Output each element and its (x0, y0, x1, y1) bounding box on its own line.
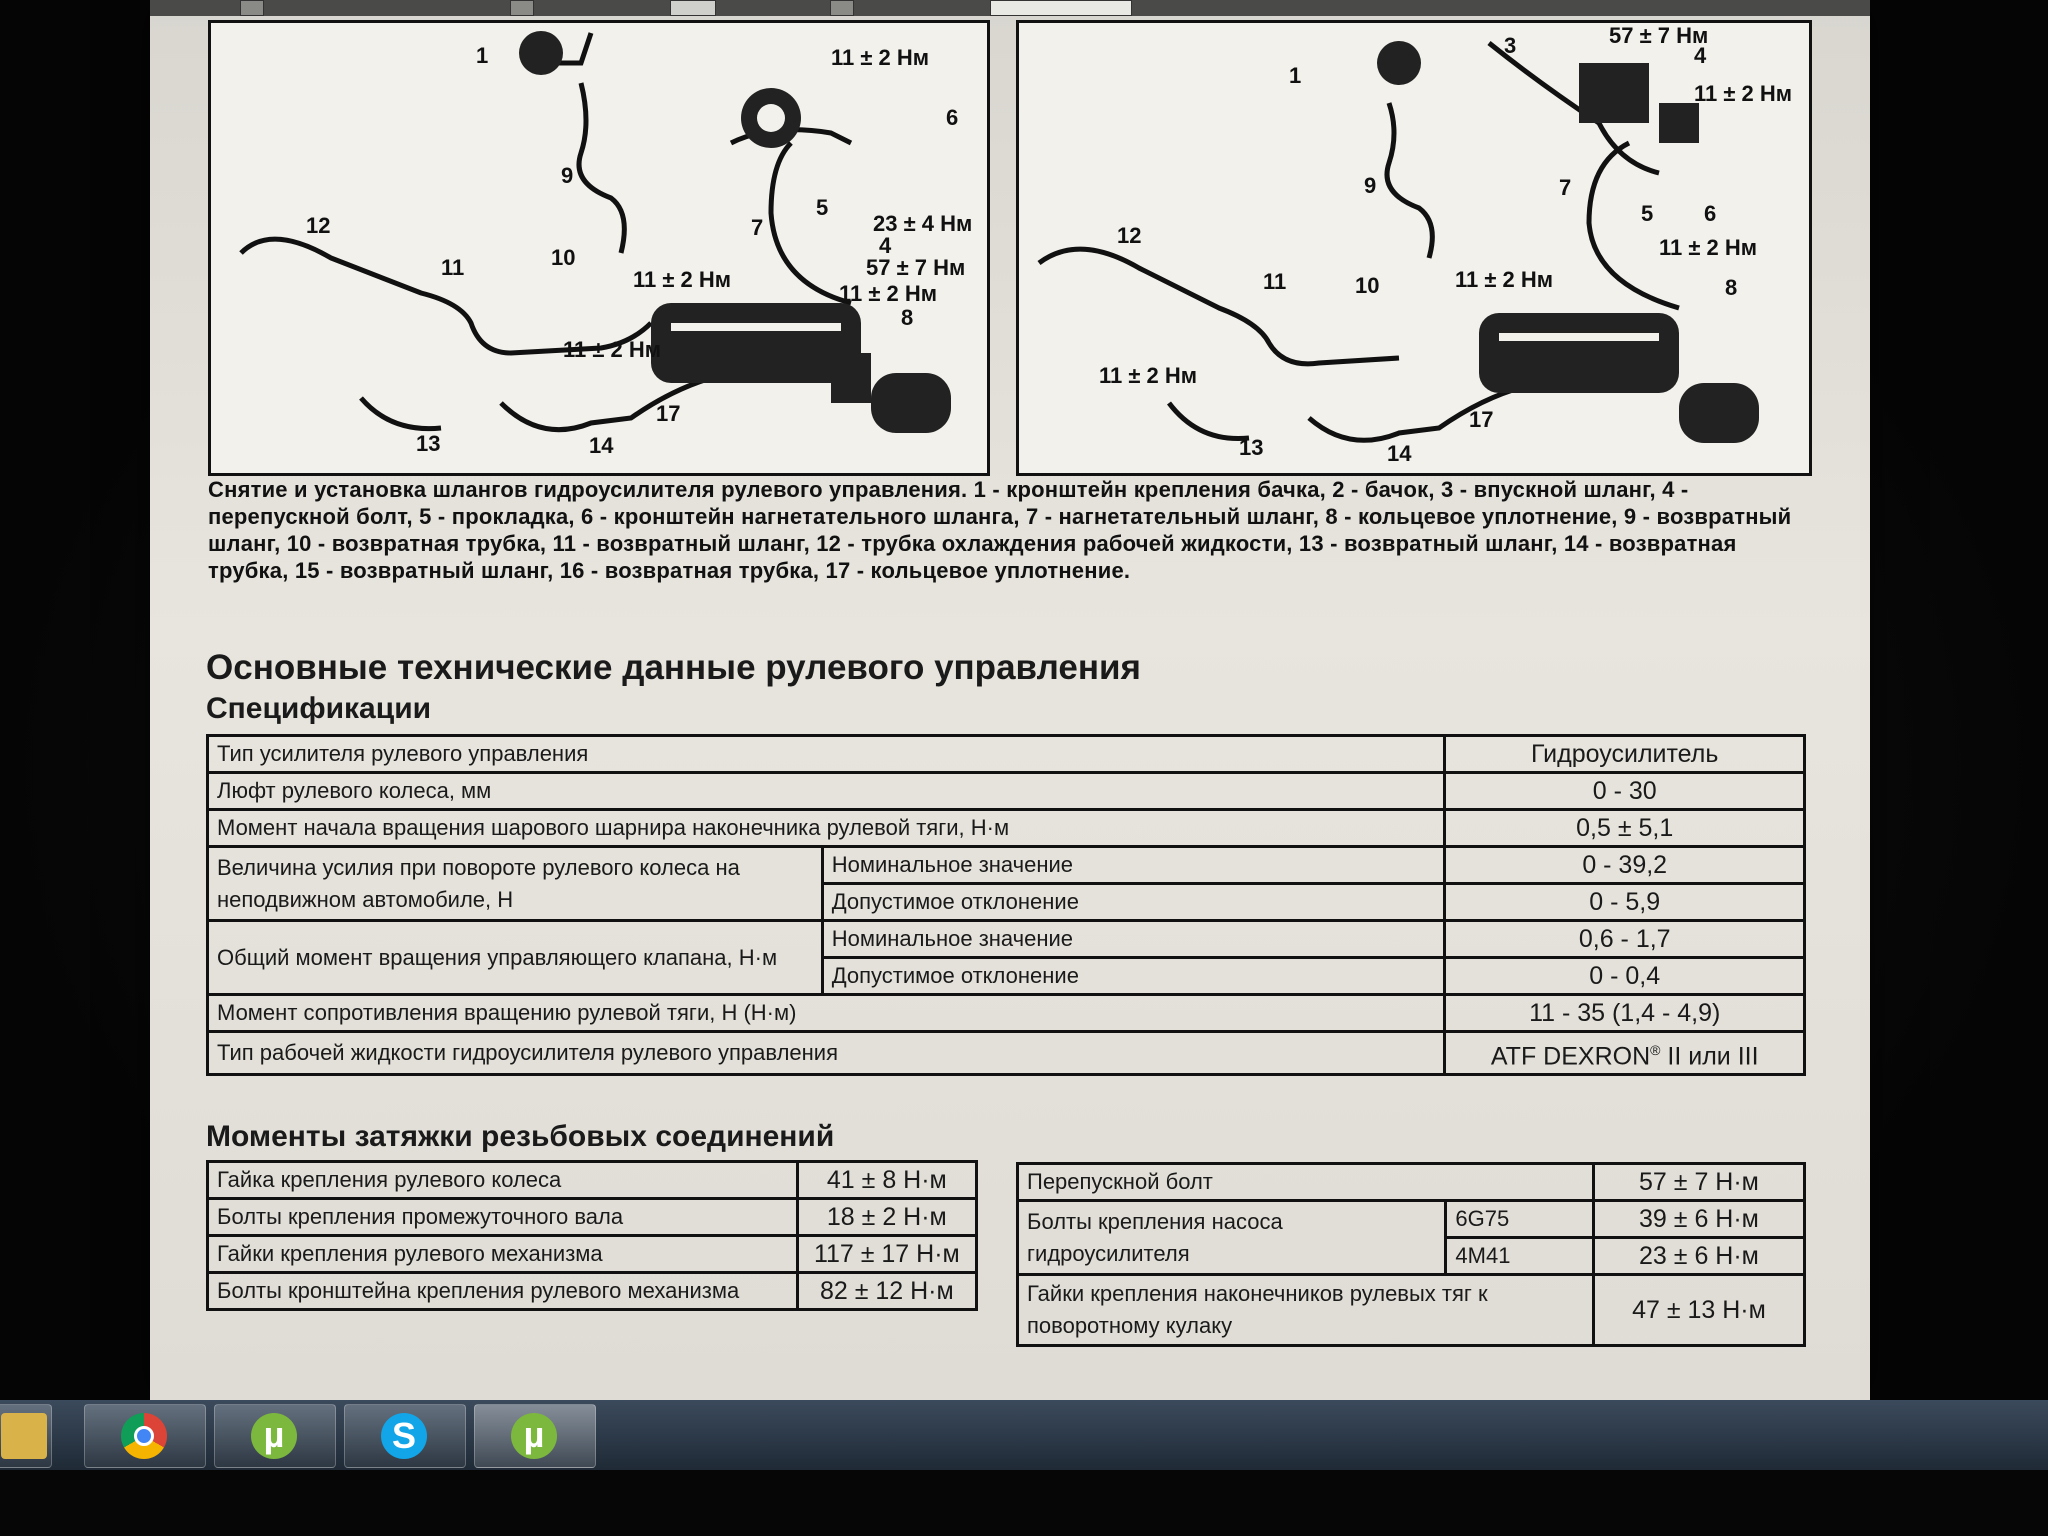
table-row (208, 1199, 977, 1236)
callout: 17 (1469, 407, 1494, 432)
engine-code: 4M41 (1446, 1238, 1594, 1275)
callout: 12 (306, 213, 331, 238)
taskbar-button-utorrent[interactable] (214, 1404, 336, 1468)
table-row (1018, 1201, 1805, 1238)
callout: 3 (1504, 33, 1517, 58)
toolbar-button[interactable] (510, 0, 534, 16)
callout: 23 ± 4 Нм (873, 211, 973, 236)
spec-value (1445, 1032, 1805, 1075)
spec-label: Тип рабочей жидкости гидроусилителя рулевого управления (208, 1032, 1445, 1075)
spec-value: Гидроусилитель (1445, 736, 1805, 773)
callout: 7 (1559, 175, 1572, 200)
callout: 11 ± 2 Нм (839, 281, 938, 306)
chrome-icon-center (134, 1426, 154, 1446)
callout: 11 ± 2 Нм (831, 45, 930, 70)
callout: 10 (551, 245, 576, 270)
diagram-right (1016, 20, 1812, 476)
torque-label: Болты кронштейна крепления рулевого механизма (208, 1273, 798, 1310)
hose-diagram-drawing (211, 23, 987, 473)
spec-label: Момент сопротивления вращению рулевой тяги, Н (Н·м) (208, 995, 1445, 1032)
callout: 1 (476, 43, 489, 68)
table-row (208, 1162, 977, 1199)
callout: 17 (656, 401, 681, 426)
callout: 12 (1117, 223, 1142, 248)
torque-value: 23 ± 6 Н·м (1593, 1238, 1804, 1275)
spec-sublabel: Допустимое отклонение (822, 884, 1445, 921)
callout: 7 (751, 215, 764, 240)
callout: 57 ± 7 Нм (1609, 23, 1709, 48)
engine-code: 6G75 (1446, 1201, 1594, 1238)
callout: 6 (946, 105, 959, 130)
torque-value: 18 ± 2 Н·м (797, 1199, 976, 1236)
toolbar-button[interactable] (830, 0, 854, 16)
torque-label: Гайки крепления рулевого механизма (208, 1236, 798, 1273)
callout: 4 (879, 233, 892, 258)
callout: 6 (1704, 201, 1717, 226)
diagram-left (208, 20, 990, 476)
spec-value: 11 - 35 (1,4 - 4,9) (1445, 995, 1805, 1032)
callout: 11 ± 2 Нм (563, 337, 662, 362)
spec-label: Момент начала вращения шарового шарнира наконечника рулевой тяги, Н·м (208, 810, 1445, 847)
taskbar-button-explorer[interactable] (0, 1404, 52, 1468)
table-row (208, 847, 1805, 884)
subsection-heading: Спецификации (206, 692, 432, 725)
utorrent-icon: µ (511, 1413, 557, 1459)
torque-value: 41 ± 8 Н·м (797, 1162, 976, 1199)
spec-label: Общий момент вращения управляющего клапана, Н·м (208, 921, 823, 995)
skype-icon: S (381, 1413, 427, 1459)
callout: 11 (1263, 269, 1287, 294)
spec-value: 0,5 ± 5,1 (1445, 810, 1805, 847)
callout: 11 ± 2 Нм (1694, 81, 1793, 106)
viewer-toolbar (150, 0, 1870, 16)
callout: 14 (1387, 441, 1412, 466)
spec-value: 0,6 - 1,7 (1445, 921, 1805, 958)
spec-sublabel: Допустимое отклонение (822, 958, 1445, 995)
callout: 5 (816, 195, 829, 220)
specifications-table (206, 734, 1806, 1076)
spec-value: 0 - 5,9 (1445, 884, 1805, 921)
callout: 11 ± 2 Нм (1455, 267, 1554, 292)
spec-label: Величина усилия при повороте рулевого колеса на неподвижном автомобиле, Н (208, 847, 823, 921)
taskbar-button-chrome[interactable] (84, 1404, 206, 1468)
torque-value: 47 ± 13 Н·м (1593, 1275, 1804, 1346)
spec-value: 0 - 39,2 (1445, 847, 1805, 884)
callout: 5 (1641, 201, 1654, 226)
taskbar-button-skype[interactable] (344, 1404, 466, 1468)
torque-label: Перепускной болт (1018, 1164, 1594, 1201)
callout: 11 ± 2 Нм (633, 267, 732, 292)
spec-sublabel: Номинальное значение (822, 921, 1445, 958)
torque-table-right (1016, 1162, 1806, 1347)
table-row (208, 1032, 1805, 1075)
callout: 8 (1725, 275, 1738, 300)
toolbar-button[interactable] (240, 0, 264, 16)
callout: 9 (1364, 173, 1377, 198)
table-row (208, 921, 1805, 958)
taskbar (0, 1400, 2048, 1470)
torque-value: 39 ± 6 Н·м (1593, 1201, 1804, 1238)
table-row (1018, 1275, 1805, 1346)
table-row (208, 1273, 977, 1310)
table-row (208, 1236, 977, 1273)
torque-value: 117 ± 17 Н·м (797, 1236, 976, 1273)
callout: 1 (1289, 63, 1302, 88)
torque-label: Гайки крепления наконечников рулевых тяг к поворотному кулаку (1018, 1275, 1594, 1346)
callout: 11 ± 2 Нм (1099, 363, 1198, 388)
table-row (208, 995, 1805, 1032)
callout: 14 (589, 433, 614, 458)
monitor-bottom-bezel (0, 1470, 2048, 1536)
toolbar-button[interactable] (670, 0, 716, 16)
callout: 11 ± 2 Нм (1659, 235, 1758, 260)
figure-caption: Снятие и установка шлангов гидроусилителя рулевого управления. 1 - кронштейн крепления бачка, 2 - бачок, 3 - впускной шланг, 4 - перепускной болт, 5 - прокладка, 6 - кронштейн нагнетательного шланга, 7 - нагнетательный шланг, 8 - кольцевое уплотнение, 9 - возвратный шланг, 10 - возвратная трубка, 11 - возвратный шланг, 12 - трубка охлаждения рабочей жидкости, 13 - возвратный шланг, 14 - возвратная трубка, 15 - возвратный шланг, 16 - возвратная трубка, 17 - кольцевое уплотнение. (208, 477, 1792, 583)
callout: 8 (901, 305, 914, 330)
table-row (1018, 1164, 1805, 1201)
folder-icon (1, 1413, 47, 1459)
chrome-icon (121, 1413, 167, 1459)
subsection-heading: Моменты затяжки резьбовых соединений (206, 1120, 835, 1153)
spec-value: 0 - 0,4 (1445, 958, 1805, 995)
section-heading: Основные технические данные рулевого управления (206, 648, 1141, 687)
spec-sublabel: Номинальное значение (822, 847, 1445, 884)
callout: 13 (416, 431, 441, 456)
torque-value: 57 ± 7 Н·м (1593, 1164, 1804, 1201)
registered-mark: ® (1650, 1042, 1661, 1058)
torque-value: 82 ± 12 Н·м (797, 1273, 976, 1310)
torque-label: Гайка крепления рулевого колеса (208, 1162, 798, 1199)
spec-value: 0 - 30 (1445, 773, 1805, 810)
page-field[interactable] (990, 0, 1132, 16)
spec-label: Тип усилителя рулевого управления (208, 736, 1445, 773)
table-row (208, 736, 1805, 773)
callout: 4 (1694, 43, 1707, 68)
spec-label: Люфт рулевого колеса, мм (208, 773, 1445, 810)
table-row (208, 810, 1805, 847)
utorrent-icon: µ (251, 1413, 297, 1459)
table-row (208, 773, 1805, 810)
callout: 13 (1239, 435, 1264, 460)
fluid-name: ATF DEXRON (1490, 1042, 1651, 1071)
callout: 57 ± 7 Нм (866, 255, 966, 280)
fluid-grade: II или III (1660, 1042, 1759, 1071)
callout: 10 (1355, 273, 1380, 298)
callout: 9 (561, 163, 574, 188)
torque-table-left (206, 1160, 978, 1311)
torque-label: Болты крепления промежуточного вала (208, 1199, 798, 1236)
callout: 11 (441, 255, 465, 280)
taskbar-button-utorrent-active[interactable] (474, 1404, 596, 1468)
torque-label: Болты крепления насоса гидроусилителя (1018, 1201, 1446, 1275)
